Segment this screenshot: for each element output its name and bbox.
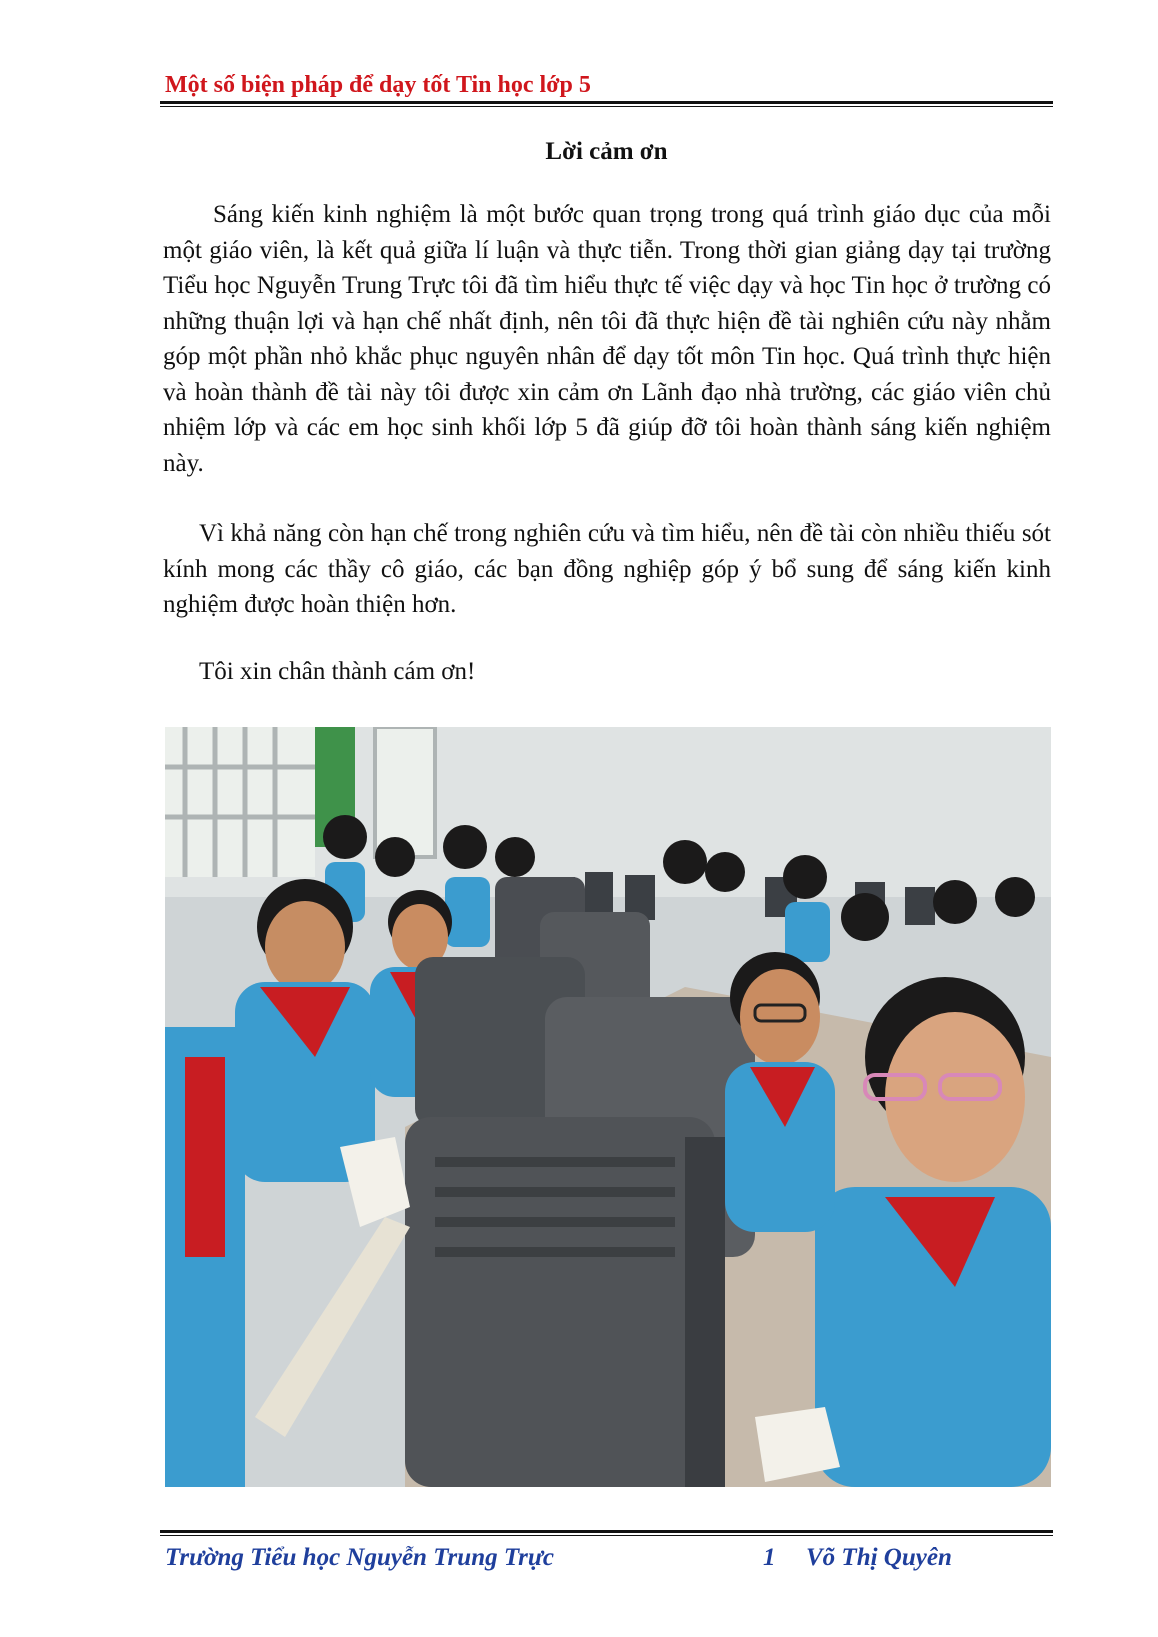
classroom-photo	[165, 727, 1051, 1487]
document-heading: Lời cảm ơn	[545, 138, 668, 165]
paragraph-thanks: Tôi xin chân thành cám ơn!	[199, 658, 476, 685]
footer-page-number: 1	[763, 1544, 776, 1571]
header-rule-thin	[160, 106, 1053, 107]
header-rule-thick	[160, 101, 1053, 104]
footer-author: Võ Thị Quyên	[806, 1544, 952, 1571]
footer-rule-thin	[160, 1535, 1053, 1536]
header-title: Một số biện pháp để dạy tốt Tin học lớp 5	[165, 72, 591, 98]
paragraph-intro: Sáng kiến kinh nghiệm là một bước quan trọng trong quá trình giáo dục của mỗi một giáo viên, là kết quả giữa lí luận và thực tiễn. Trong thời gian giảng dạy tại trường Tiểu học Nguyễn Trung Trực tôi đã tìm hiểu thực tế việc dạy và học Tin học ở trường có những thuận lợi và hạn chế nhất định, nên tôi đã thực hiện đề tài nghiên cứu này nhằm góp một phần nhỏ khắc phục nguyên nhân để dạy tốt môn Tin học. Quá trình thực hiện và hoàn thành đề tài này tôi được xin cảm ơn Lãnh đạo nhà trường, các giáo viên chủ nhiệm lớp và các em học sinh khối lớp 5 đã giúp đỡ tôi hoàn thành sáng kiến nghiệm này.	[163, 201, 1051, 477]
footer-school: Trường Tiểu học Nguyễn Trung Trực	[165, 1544, 554, 1571]
paragraph-apology: Vì khả năng còn hạn chế trong nghiên cứu và tìm hiểu, nên đề tài còn nhiều thiếu sót kính mong các thầy cô giáo, các bạn đồng nghiệp góp ý bổ sung để sáng kiến kinh nghiệm được hoàn thiện hơn.	[163, 520, 1051, 618]
footer-rule-thick	[160, 1530, 1053, 1533]
